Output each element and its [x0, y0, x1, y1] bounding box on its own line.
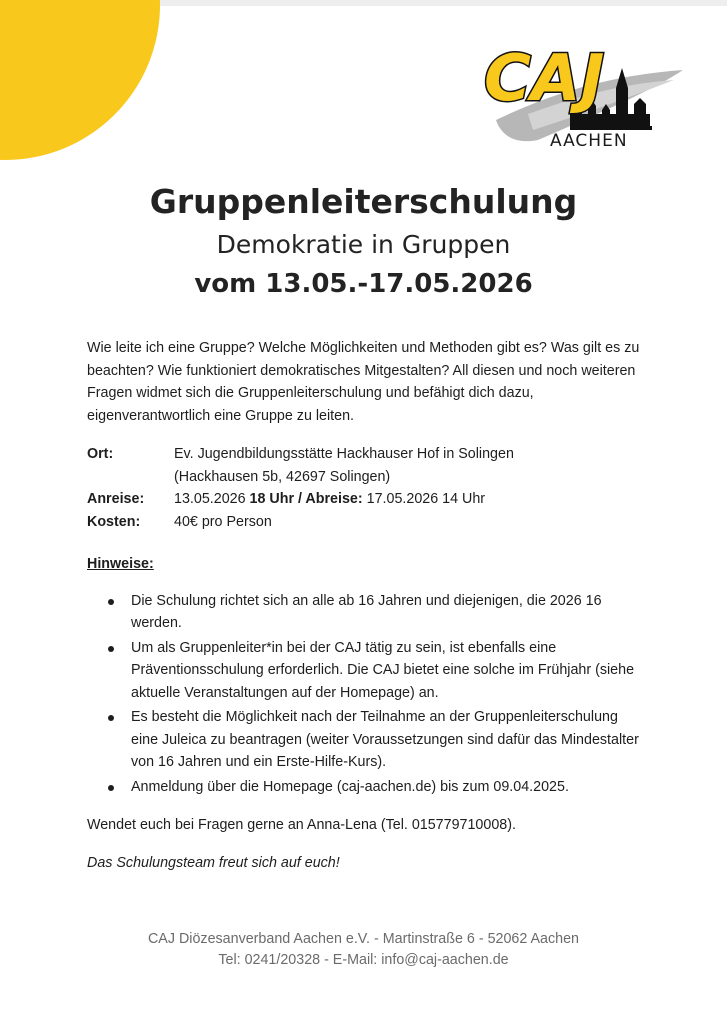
logo-letters: CAJ — [484, 42, 605, 116]
list-item-text: Um als Gruppenleiter*in bei der CAJ tätig zu sein, ist ebenfalls eine Präventionsschulung erforderlich. Die CAJ bietet eine solche im Frühjahr (siehe aktuelle Veranstaltungen auf der Homepage) an. — [131, 639, 635, 701]
list-item — [87, 590, 647, 635]
hinweise-list — [87, 590, 647, 799]
kosten-label: Kosten: — [87, 513, 141, 530]
info-row-ort — [87, 443, 647, 488]
yellow-sun-decoration — [0, 0, 160, 160]
list-item-text: Es besteht die Möglichkeit nach der Teilnahme an der Gruppenleiterschulung eine Juleica zu beantragen (weiter Voraussetzungen sind dafür das Mindestalter von 16 Jahren und ein Erste-Hilfe-Kurs). — [131, 709, 639, 770]
intro-paragraph: Wie leite ich eine Gruppe? Welche Möglichkeiten und Methoden gibt es? Was gilt es zu beachten? Wie funktioniert demokratisches Mitgestalten? All diesen und noch weiteren Fragen widmet sich die Gruppenleiterschulung und befähigt dich dazu, eigenverantwortlich eine Gruppe zu leiten. — [87, 340, 640, 424]
contact-line: Wendet euch bei Fragen gerne an Anna-Lena (Tel. 015779710008). — [87, 817, 516, 833]
kosten-value — [174, 511, 647, 534]
bullet-icon — [108, 646, 114, 652]
info-row-kosten — [87, 511, 647, 534]
header-block — [0, 178, 727, 304]
main-content — [87, 337, 647, 874]
abreise-label: Abreise: — [305, 491, 363, 507]
anreise-time: 18 Uhr — [249, 491, 295, 507]
bullet-icon — [108, 785, 114, 791]
logo-city-text: AACHEN — [550, 131, 628, 151]
page-title: Gruppenleiterschulung — [149, 182, 578, 221]
ort-line1: Ev. Jugendbildungsstätte Hackhauser Hof in Solingen — [174, 446, 514, 462]
event-dates: vom 13.05.-17.05.2026 — [194, 269, 533, 299]
ort-line2: (Hackhausen 5b, 42697 Solingen) — [174, 468, 391, 485]
info-row-anreise — [87, 488, 647, 511]
ort-value — [174, 443, 647, 488]
anreise-date: 13.05.2026 — [174, 491, 250, 507]
list-item — [87, 776, 647, 799]
bullet-icon — [108, 599, 114, 605]
bullet-icon — [108, 715, 114, 721]
page-subtitle: Demokratie in Gruppen — [216, 230, 511, 259]
kosten-rest: Person — [222, 513, 272, 530]
anreise-label: Anreise: — [87, 491, 145, 507]
abreise-value: 17.05.2026 14 Uhr — [362, 491, 486, 507]
list-item-text: Anmeldung über die Homepage (caj-aachen.de) bis zum 09.04.2025. — [131, 778, 569, 795]
closing-line: Das Schulungsteam freut sich auf euch! — [87, 854, 340, 871]
hinweise-heading: Hinweise: — [87, 556, 154, 572]
footer — [0, 929, 727, 971]
list-item — [87, 637, 647, 705]
list-item — [87, 706, 647, 774]
kosten-amount: 40€ pro — [174, 513, 223, 530]
list-item-text: Die Schulung richtet sich an alle ab 16 Jahren und diejenigen, die 2026 16 werden. — [131, 592, 602, 631]
footer-address: CAJ Diözesanverband Aachen e.V. - Martinstraße 6 - 52062 Aachen — [147, 931, 579, 947]
anreise-value — [174, 488, 647, 511]
footer-contact: Tel: 0241/20328 - E-Mail: info@caj-aachen.de — [218, 952, 509, 968]
date-separator: / — [294, 491, 306, 507]
ort-label: Ort: — [87, 446, 114, 462]
